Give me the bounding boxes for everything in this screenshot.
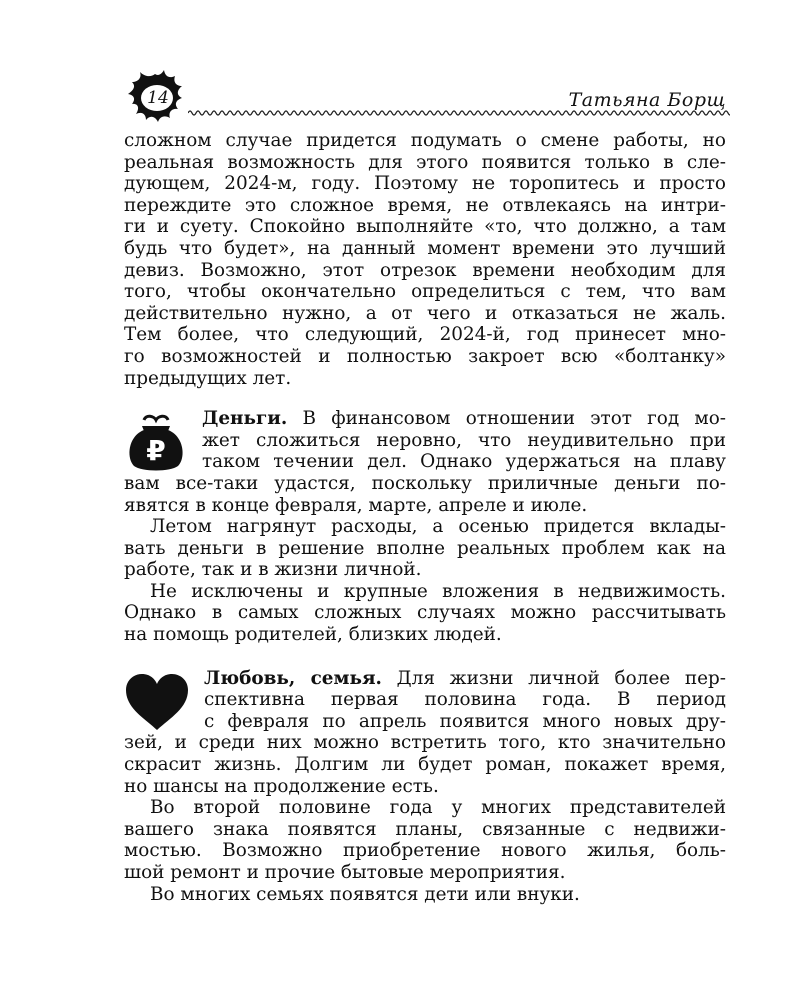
text-line: шой ремонт и прочие бытовые мероприятия. — [124, 862, 566, 883]
section-heading: Любовь, семья. — [204, 667, 382, 689]
text-line: вать деньги в решение вполне реальных проблем как на — [124, 537, 726, 559]
text-line: с февраля по апрель появится много новых дру- — [204, 710, 726, 732]
text-line: работе, так и в жизни личной. — [124, 559, 422, 581]
page-number: 14 — [147, 88, 169, 108]
svg-text:₽: ₽ — [146, 434, 166, 468]
text-line: мостью. Возможно приобретение нового жилья, боль- — [124, 840, 726, 862]
text-line: предыдущих лет. — [124, 367, 292, 389]
text-line: Однако в самых сложных случаях можно рассчитывать — [124, 602, 726, 624]
text-line: сложном случае придется подумать о смене работы, но — [124, 130, 726, 151]
intro-paragraph — [124, 130, 726, 389]
text-line: Летом нагрянут расходы, а осенью придется вклады- — [150, 516, 726, 538]
text-line: на помощь родителей, близких людей. — [124, 624, 502, 646]
text-line: Деньги. В финансовом отношении этот год мо- — [202, 408, 726, 430]
text-line: того, чтобы окончательно определиться с тем, что вам — [124, 281, 726, 303]
money-section — [124, 408, 726, 646]
section-heading: Деньги. — [202, 408, 288, 430]
text-line: девиз. Возможно, этот отрезок времени необходим для — [124, 259, 726, 281]
text-line: будь что будет», на данный момент времени это лучший — [124, 237, 726, 259]
text-line: вам все-таки удастся, поскольку приличные деньги по- — [124, 472, 726, 494]
author-name: Татьяна Борщ — [568, 89, 726, 111]
text-line: скрасит жизнь. Долгим ли будет роман, покажет время, — [124, 754, 726, 776]
text-line: ги и суету. Спокойно выполняйте «то, что должно, а там — [124, 216, 726, 238]
text-line: Во многих семьях появятся дети или внуки. — [150, 883, 580, 905]
text-line: го возможностей и полностью закроет всю «болтанку» — [124, 345, 726, 367]
love-section — [124, 668, 726, 906]
text-line: спективна первая половина года. В период — [204, 689, 726, 711]
text-line: действительно нужно, а от чего и отказаться не жаль. — [124, 302, 726, 324]
text-line: жет сложиться неровно, что неудивительно при — [202, 429, 726, 451]
page-body — [124, 130, 726, 905]
running-header — [120, 68, 730, 128]
text-line: зей, и среди них можно встретить того, кто значительно — [124, 732, 726, 754]
heart-icon — [124, 672, 190, 732]
text-line: вашего знака появятся планы, связанные с недвижи- — [124, 818, 726, 840]
text-line: Тем более, что следующий, 2024-й, год принесет мно- — [124, 324, 726, 346]
text-line: Не исключены и крупные вложения в недвижимость. — [150, 580, 726, 602]
text-line: Во второй половине года у многих представителей — [150, 797, 726, 819]
text-line: таком течении дел. Однако удержаться на плаву — [202, 451, 726, 473]
text-line: переждите это сложное время, не отвлекаясь на интри- — [124, 194, 726, 216]
money-bag-icon — [124, 410, 188, 474]
text-line: реальная возможность для этого появится только в сле- — [124, 151, 726, 173]
text-line: Любовь, семья. Для жизни личной более пер- — [204, 667, 726, 689]
text-line: но шансы на продолжение есть. — [124, 775, 439, 797]
text-line: дующем, 2024-м, году. Поэтому не торопитесь и просто — [124, 173, 726, 195]
text-line: явятся в конце февраля, марте, апреле и июле. — [124, 494, 588, 516]
